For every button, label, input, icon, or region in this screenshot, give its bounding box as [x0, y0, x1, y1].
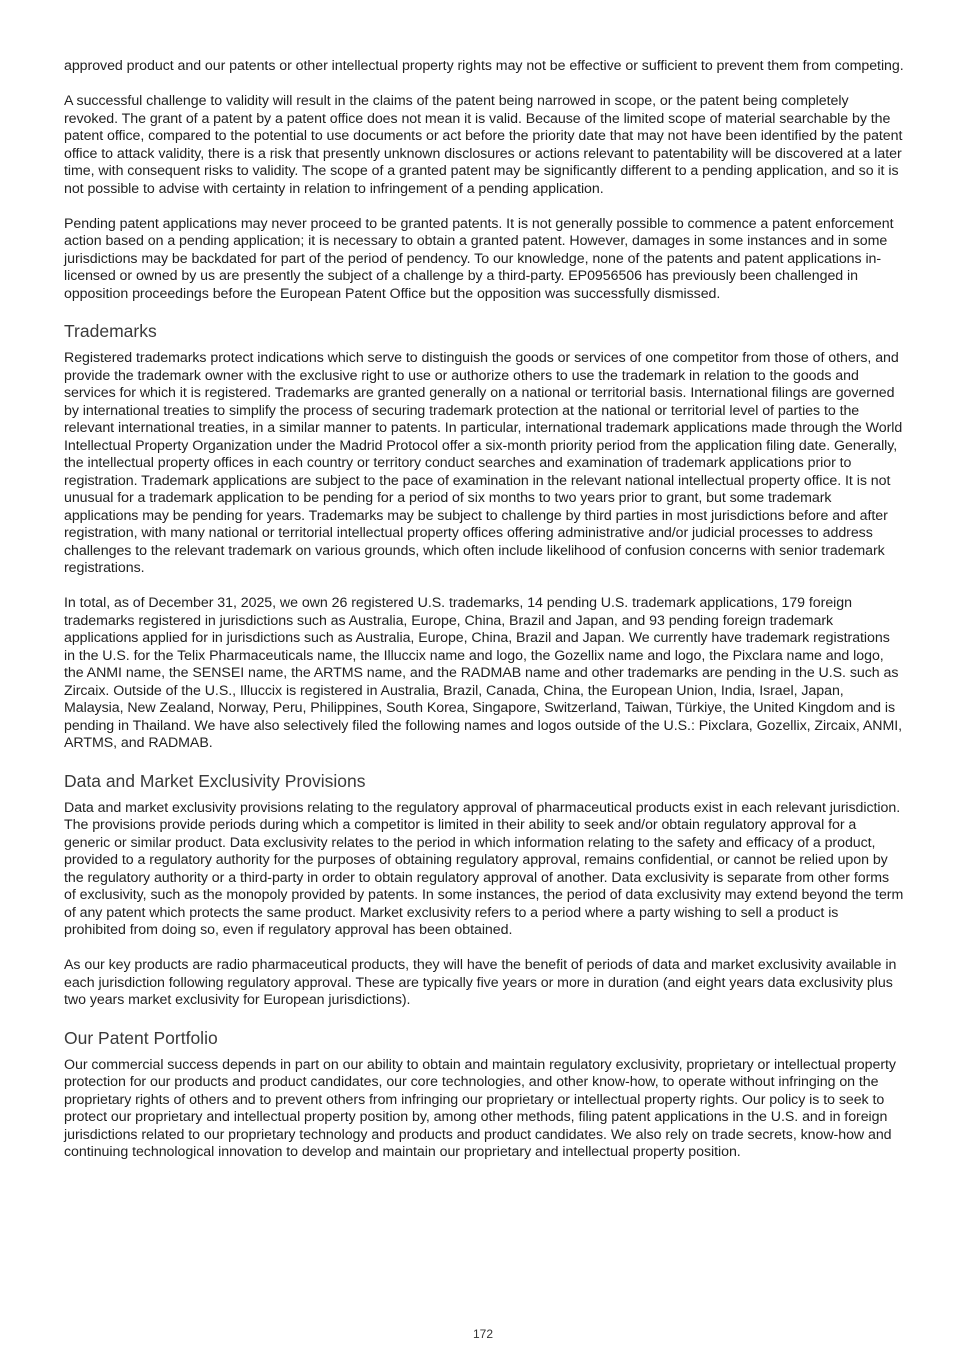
- document-page: [64, 58, 904, 1162]
- paragraph-exclusivity-provisions: Data and market exclusivity provisions relating to the regulatory approval of pharmaceutical products exist in each relevant jurisdiction. The provisions provide periods during which a competitor is limited in their ability to seek and/or obtain regulatory approval for a generic or similar product. Data exclusivity relates to the period in which information relating to the safety and efficacy of a product, provided to a regulatory authority for the purposes of obtaining regulatory approval, remains confidential, or cannot be relied upon by the regulatory authority or a third-party in order to obtain regulatory approval of another. Data exclusivity is separate from other forms of exclusivity, such as the monopoly provided by patents. In some instances, the period of data exclusivity may extend beyond the term of any patent which protects the same product. Market exclusivity refers to a period where a party wishing to sell a product is prohibited from doing so, even if regulatory approval has been obtained.: [64, 799, 904, 938]
- paragraph-patent-portfolio: Our commercial success depends in part on our ability to obtain and maintain regulatory exclusivity, proprietary or intellectual property protection for our products and product candidates, our core technologies, and other know-how, to operate without infringing on the proprietary rights of others and to prevent others from infringing our proprietary or intellectual property rights. Our policy is to seek to protect our proprietary and intellectual property position by, among other methods, filing patent applications in the U.S. and in foreign jurisdictions related to our proprietary technology and products and product candidates. We also rely on trade secrets, know-how and continuing technological innovation to develop and maintain our proprietary and intellectual property position.: [64, 1056, 896, 1160]
- paragraph-trademarks-totals: In total, as of December 31, 2025, we own 26 registered U.S. trademarks, 14 pending U.S. trademark applications, 179 foreign trademarks registered in jurisdictions such as Australia, Europe, China, Brazil and Japan, and 93 pending foreign trademark applications applied for in jurisdictions such as Australia, Europe, China, Brazil and Japan. We currently have trademark registrations in the U.S. for the Telix Pharmaceuticals name, the Illuccix name and logo, the Gozellix name and logo, the Pixclara name and logo, the ANMI name, the SENSEI name, the ARTMS name, and the RADMAB name and other trademarks are pending in the U.S. such as Zircaix. Outside of the U.S., Illuccix is registered in Australia, Brazil, Canada, China, the European Union, India, Israel, Japan, Malaysia, New Zealand, Norway, Peru, Philippines, South Korea, Singapore, Switzerland, Taiwan, Türkiye, the United Kingdom and is pending in Thailand. We have also selectively filed the following names and logos outside of the U.S.: Pixclara, Gozellix, Zircaix, ANMI, ARTMS, and RADMAB.: [64, 595, 902, 751]
- section-heading-trademarks: Trademarks: [64, 321, 157, 341]
- section-heading-patent-portfolio: Our Patent Portfolio: [64, 1027, 218, 1048]
- paragraph-validity-challenge: A successful challenge to validity will result in the claims of the patent being narrowed in scope, or the patent being completely revoked. The grant of a patent by a patent office does not mean it is valid. Because of the limited scope of material searchable by the patent office, compared to the potential to use documents or act before the priority date that may not have been identified by the patent office to attack validity, there is a risk that presently unknown disclosures or actions relevant to patentability will be discovered at a later time, with consequent risks to validity. The scope of a granted patent may be significantly different to a pending application, and so it is not possible to advise with certainty in relation to infringement of a pending application.: [64, 93, 903, 197]
- paragraph-radiopharmaceutical-exclusivity: As our key products are radio pharmaceutical products, they will have the benefit of periods of data and market exclusivity available in each jurisdiction following regulatory approval. These are typically five years or more in duration (and eight years data exclusivity plus two years market exclusivity for European jurisdictions).: [64, 957, 897, 1008]
- paragraph-patent-competition: approved product and our patents or other intellectual property rights may not be effective or sufficient to prevent them from competing.: [64, 58, 904, 74]
- section-heading-data-market-exclusivity: Data and Market Exclusivity Provisions: [64, 770, 366, 791]
- paragraph-trademarks-overview: Registered trademarks protect indications which serve to distinguish the goods or services of one competitor from those of others, and provide the trademark owner with the exclusive right to use or authorize others to use the trademark in relation to the goods and services for which it is registered. Trademarks are granted generally on a national or territorial basis. International filings are governed by international treaties to simplify the process of securing trademark protection at the national or territorial level of parties to the relevant international treaties, in a similar manner to patents. In particular, international trademark applications made through the World Intellectual Property Organization under the Madrid Protocol offer a six-month priority period from the application filing date. Generally, the intellectual property offices in each country or territory conduct searches and examination of trademark applications prior to registration. Trademark applications are subject to the pace of examination in the relevant national intellectual property office. It is not unusual for a trademark application to be pending for a period of six months to two years prior to grant, but some trademark applications may be pending for years. Trademarks may be subject to challenge by third parties in most jurisdictions before and after registration, with many national or territorial intellectual property offices offering administrative and/or judicial processes to address challenges to the relevant trademark on various grounds, which often include likelihood of confusion concerns with senior trademark registrations.: [64, 350, 903, 576]
- paragraph-pending-applications: Pending patent applications may never proceed to be granted patents. It is not generally possible to commence a patent enforcement action based on a pending application; it is necessary to obtain a granted patent. However, damages in some instances and in some jurisdictions may be backdated for part of the period of pendency. To our knowledge, none of the patents and patent applications in-licensed or owned by us are presently the subject of a challenge by a third-party. EP0956506 has previously been challenged in opposition proceedings before the European Patent Office but the opposition was successfully dismissed.: [64, 215, 894, 302]
- page-number: 172: [472, 1327, 494, 1341]
